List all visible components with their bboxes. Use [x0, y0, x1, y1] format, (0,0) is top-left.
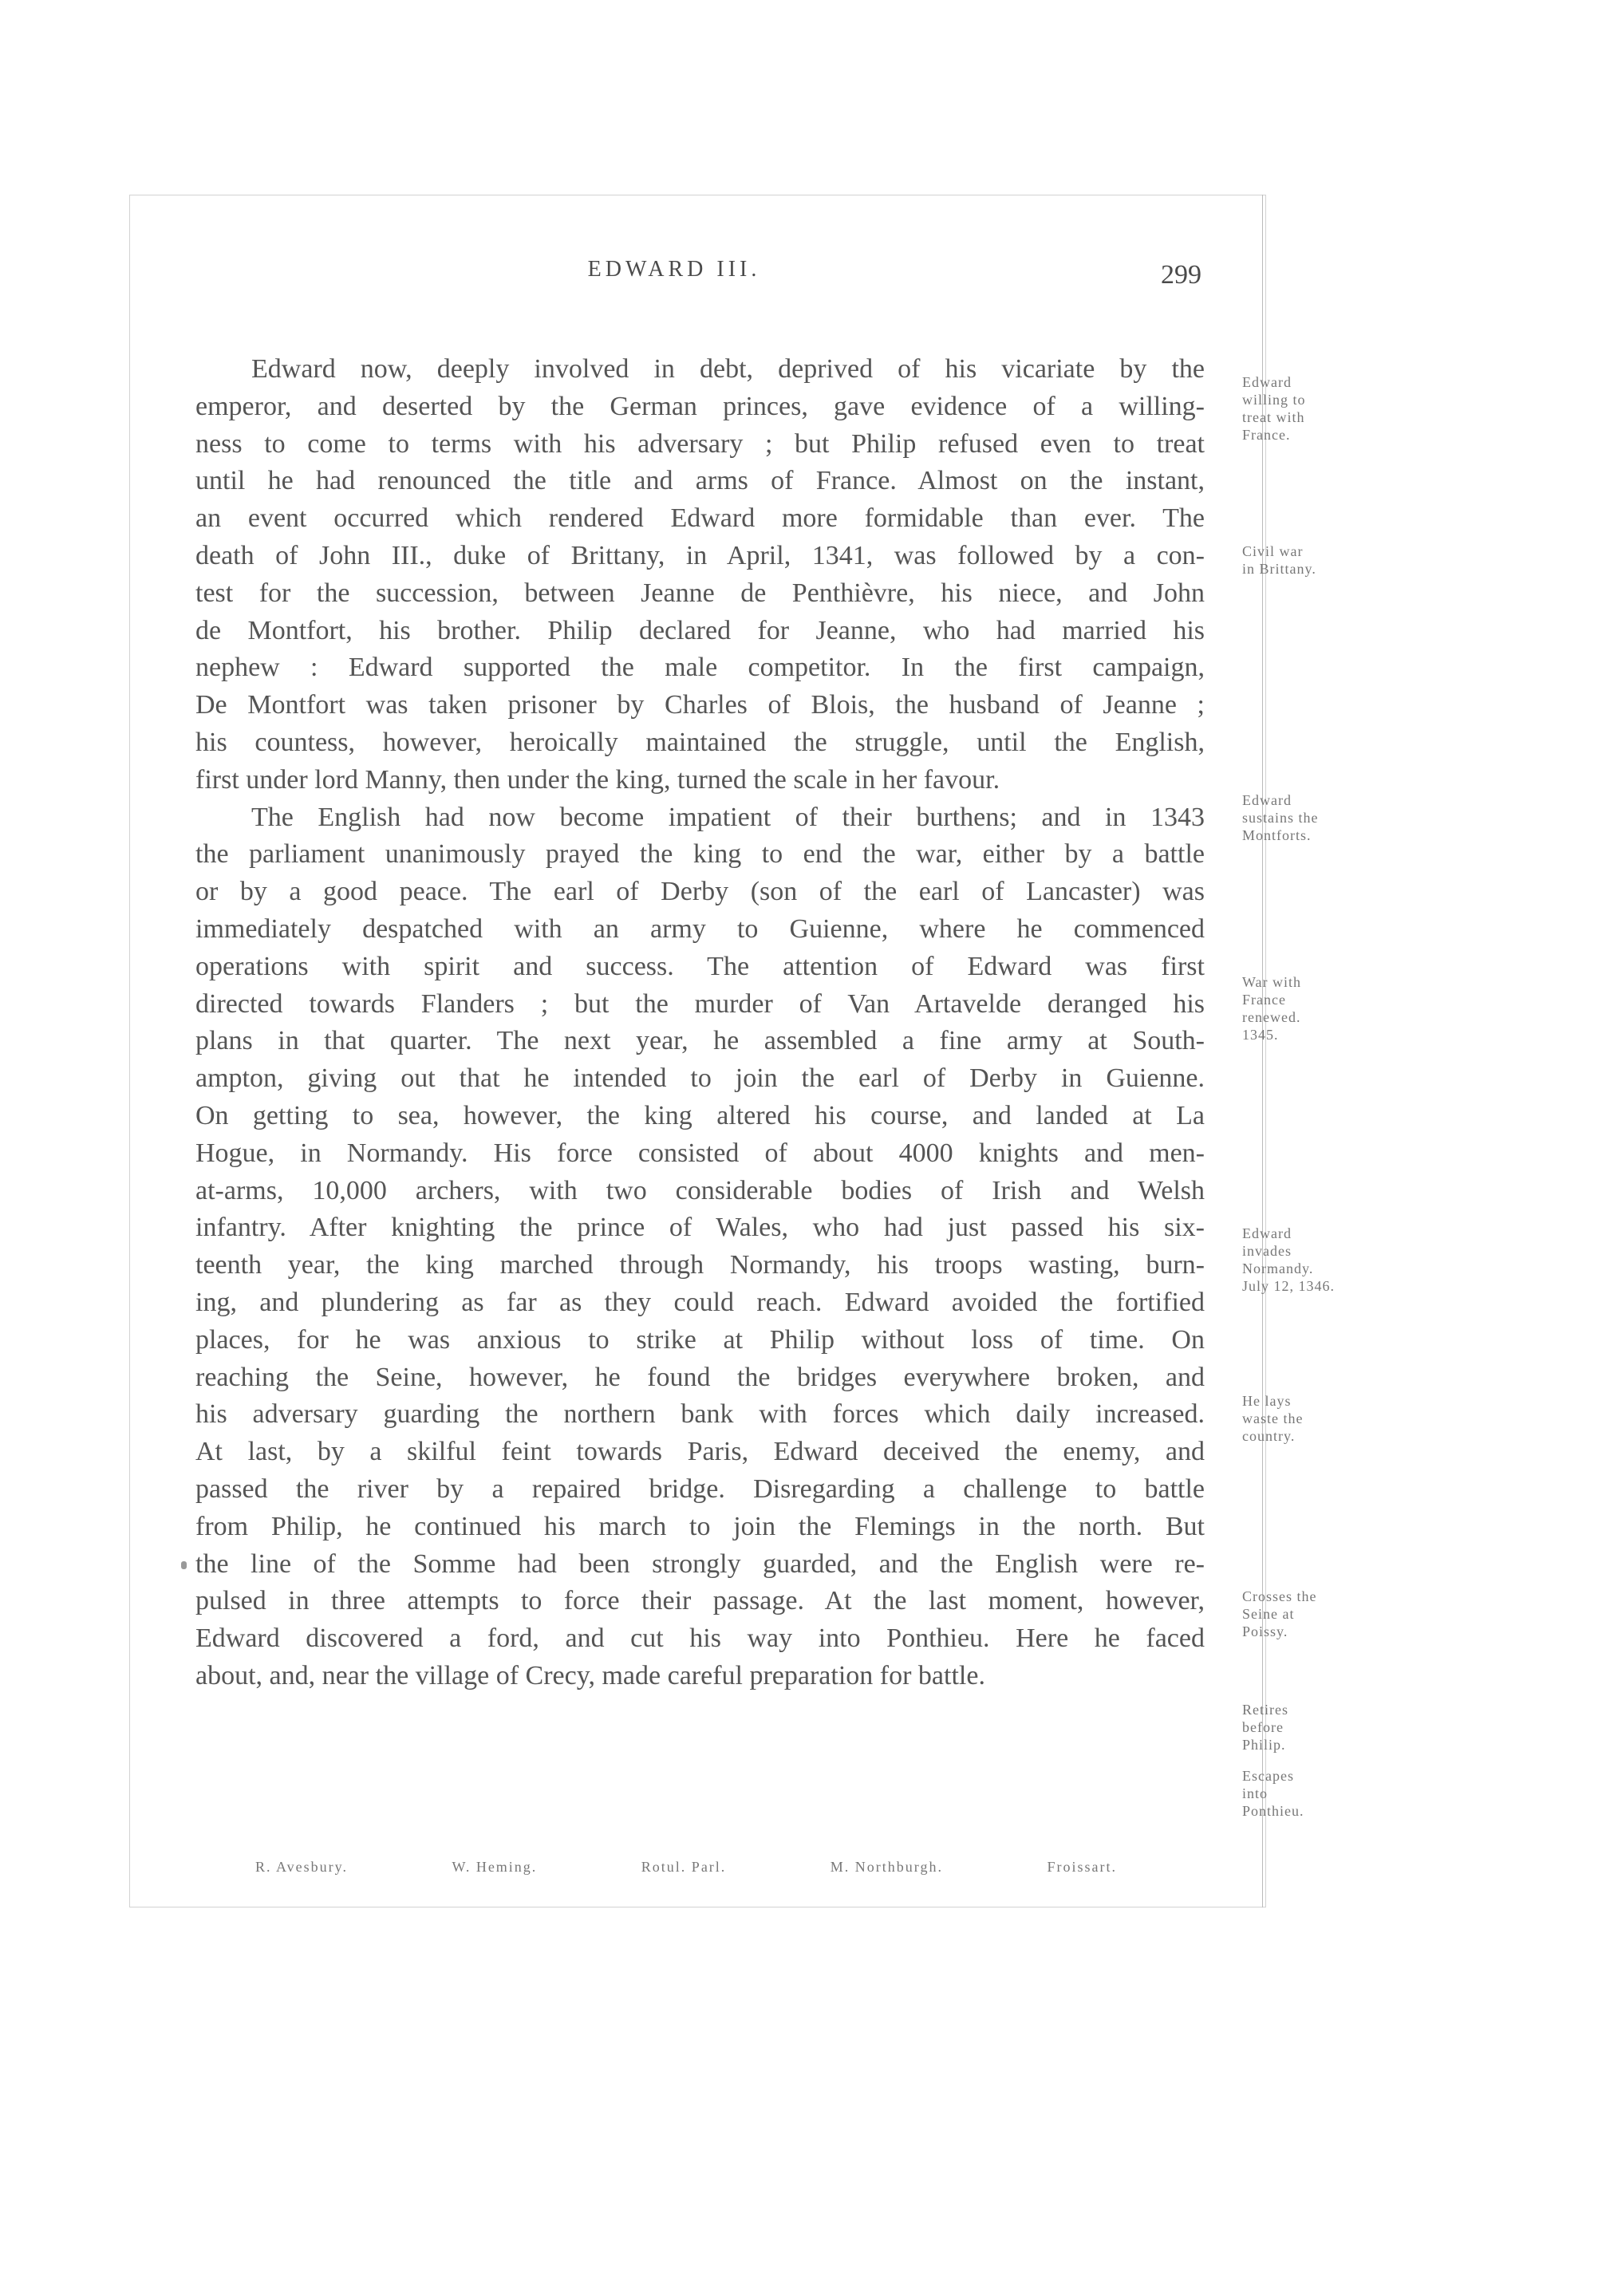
marginal-note — [1242, 791, 1390, 844]
body-line: Edward now, deeply involved in debt, deprived of his vicariate by the — [251, 354, 1205, 384]
marginal-note-line: country. — [1242, 1428, 1296, 1444]
marginal-note — [1242, 1767, 1390, 1820]
running-head: EDWARD III. — [587, 257, 761, 282]
body-line: teenth year, the king marched through Normandy, his troops wasting, burn- — [195, 1250, 1205, 1280]
marginal-note-line: Edward — [1242, 792, 1292, 808]
body-line: infantry. After knighting the prince of Wales, who had just passed his six- — [195, 1213, 1205, 1243]
body-line: plans in that quarter. The next year, he assembled a fine army at South- — [195, 1026, 1205, 1056]
marginal-note-line: War with — [1242, 974, 1302, 990]
marginal-note-line: treat with — [1242, 409, 1305, 425]
marginal-note — [1242, 1588, 1390, 1640]
body-line: first under lord Manny, then under the king, turned the scale in her favour. — [195, 764, 1000, 795]
body-line: operations with spirit and success. The attention of Edward was first — [195, 951, 1205, 981]
margin-rule — [1262, 195, 1263, 1907]
marginal-note-line: Crosses the — [1242, 1588, 1317, 1604]
body-line: an event occurred which rendered Edward more formidable than ever. The — [195, 503, 1205, 534]
body-line: Edward discovered a ford, and cut his way into Ponthieu. Here he faced — [195, 1623, 1205, 1654]
marginal-note-line: France. — [1242, 427, 1291, 443]
marginal-note-line: in Brittany. — [1242, 561, 1316, 577]
marginal-note-line: Normandy. — [1242, 1260, 1314, 1276]
body-line: directed towards Flanders ; but the murder of Van Artavelde deranged his — [195, 988, 1205, 1019]
body-line: ampton, giving out that he intended to join the earl of Derby in Guienne. — [195, 1063, 1205, 1094]
body-line: at-arms, 10,000 archers, with two considerable bodies of Irish and Welsh — [195, 1175, 1205, 1205]
body-text — [195, 351, 1205, 1695]
marginal-note-line: sustains the — [1242, 810, 1319, 826]
marginal-note — [1242, 373, 1390, 444]
marginal-note-line: before — [1242, 1719, 1284, 1735]
marginal-note-line: Ponthieu. — [1242, 1803, 1304, 1819]
footer-source: R. Avesbury. — [255, 1859, 348, 1875]
marginal-note-line: Philip. — [1242, 1737, 1286, 1753]
marginal-note-line: Poissy. — [1242, 1623, 1288, 1639]
body-line: his adversary guarding the northern bank with forces which daily increased. — [195, 1399, 1205, 1430]
body-line: test for the succession, between Jeanne de Penthièvre, his niece, and John — [195, 578, 1205, 608]
marginal-note-line: France — [1242, 992, 1286, 1008]
margin-mark — [181, 1561, 187, 1569]
body-line: reaching the Seine, however, he found the bridges everywhere broken, and — [195, 1362, 1205, 1392]
marginal-note-line: Edward — [1242, 1225, 1292, 1241]
body-line: the line of the Somme had been strongly guarded, and the English were re- — [195, 1548, 1205, 1579]
marginal-note-line: Seine at — [1242, 1606, 1295, 1622]
body-line: de Montfort, his brother. Philip declared for Jeanne, who had married his — [195, 615, 1205, 645]
marginal-note-line: waste the — [1242, 1410, 1304, 1426]
marginal-note-line: 1345. — [1242, 1027, 1279, 1043]
body-line: Hogue, in Normandy. His force consisted of about 4000 knights and men- — [195, 1138, 1205, 1168]
page-number: 299 — [1161, 260, 1201, 290]
body-line: ing, and plundering as far as they could reach. Edward avoided the fortified — [195, 1287, 1205, 1317]
marginal-note-line: willing to — [1242, 392, 1306, 408]
body-line: the parliament unanimously prayed the king to end the war, either by a battle — [195, 839, 1205, 870]
body-line: until he had renounced the title and arms of France. Almost on the instant, — [195, 466, 1205, 496]
body-line: from Philip, he continued his march to join the Flemings in the north. But — [195, 1511, 1205, 1541]
body-line: De Montfort was taken prisoner by Charles of Blois, the husband of Jeanne ; — [195, 690, 1205, 720]
marginal-note-line: Edward — [1242, 374, 1292, 390]
marginal-note — [1242, 1392, 1390, 1445]
footer-source: M. Northburgh. — [830, 1859, 943, 1875]
body-line: his countess, however, heroically maintained the struggle, until the English, — [195, 727, 1205, 757]
marginal-note-line: He lays — [1242, 1393, 1292, 1409]
marginal-note — [1242, 973, 1390, 1043]
footer-source: Rotul. Parl. — [641, 1859, 727, 1875]
footer-source: W. Heming. — [452, 1859, 538, 1875]
marginal-note-line: into — [1242, 1785, 1269, 1801]
marginal-note-line: Escapes — [1242, 1768, 1294, 1784]
marginal-note-line: July 12, 1346. — [1242, 1278, 1336, 1294]
marginal-note — [1242, 1225, 1390, 1295]
body-line: pulsed in three attempts to force their passage. At the last moment, however, — [195, 1586, 1205, 1616]
body-line: On getting to sea, however, the king altered his course, and landed at La — [195, 1100, 1205, 1130]
marginal-note-line: Montforts. — [1242, 827, 1312, 843]
marginal-note — [1242, 1701, 1390, 1754]
body-line: death of John III., duke of Brittany, in April, 1341, was followed by a con- — [195, 540, 1205, 570]
body-line: or by a good peace. The earl of Derby (son of the earl of Lancaster) was — [195, 877, 1205, 907]
marginal-note — [1242, 542, 1390, 578]
body-line: passed the river by a repaired bridge. Disregarding a challenge to battle — [195, 1473, 1205, 1504]
marginal-note-line: renewed. — [1242, 1009, 1301, 1025]
footer-source: Froissart. — [1047, 1859, 1117, 1875]
body-line: At last, by a skilful feint towards Paris, Edward deceived the enemy, and — [195, 1437, 1205, 1467]
body-line: about, and, near the village of Crecy, made careful preparation for battle. — [195, 1660, 985, 1690]
body-line: nephew : Edward supported the male competitor. In the first campaign, — [195, 653, 1205, 683]
body-line: emperor, and deserted by the German princes, gave evidence of a willing- — [195, 391, 1205, 421]
footer-sources — [255, 1859, 1117, 1876]
marginal-note-line: Retires — [1242, 1702, 1288, 1718]
marginal-note-line: Civil war — [1242, 543, 1304, 559]
body-line: immediately despatched with an army to Guienne, where he commenced — [195, 913, 1205, 944]
body-line: places, for he was anxious to strike at Philip without loss of time. On — [195, 1324, 1205, 1355]
body-line: ness to come to terms with his adversary ; but Philip refused even to treat — [195, 428, 1205, 459]
marginal-note-line: invades — [1242, 1243, 1292, 1259]
body-line: The English had now become impatient of their burthens; and in 1343 — [251, 802, 1205, 832]
